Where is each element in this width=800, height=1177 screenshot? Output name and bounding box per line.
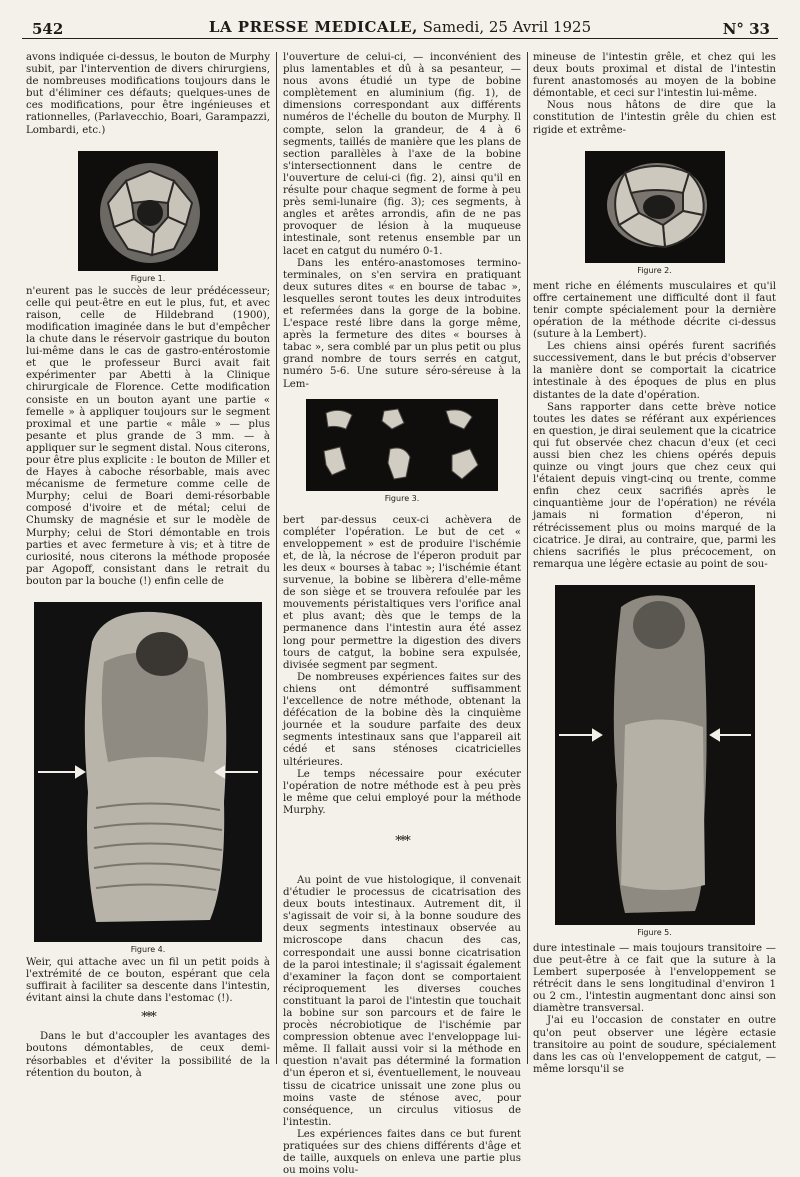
paragraph: dure intestinale — mais toujours transitoire — due peut-être à ce fait que la suture à la Lembert superposée à l'enveloppement se rétrécit dans le sens longitudinal d'environ 1 ou 2 cm., l'intestin augmentant donc ainsi son diamètre transversal. bbox=[533, 942, 776, 1015]
paragraph: ment riche en éléments musculaires et qu'il offre certainement une difficulté dont il faut tenir compte spécialement pour la dernière opération de la méthode décrite ci-dessus (suture à la Lembert). bbox=[533, 280, 776, 341]
page-number: 542 bbox=[32, 20, 64, 38]
figure-2-caption: Figure 2. bbox=[637, 265, 672, 275]
paragraph: Les chiens ainsi opérés furent sacrifiés successivement, dans le but précis d'observer la manière dont se comportait la cicatrice intestinale à des époques de plus en plus distantes de la date d'opération. bbox=[533, 341, 776, 401]
column-1 bbox=[26, 52, 270, 1079]
issue-date: Samedi, 25 Avril 1925 bbox=[422, 18, 592, 36]
figure-5-caption: Figure 5. bbox=[637, 927, 672, 937]
paragraph: Les expériences faites dans ce but furent pratiquées sur des chiens différents d'âge et de taille, auxquels on enleva une partie plus ou moins volu- bbox=[283, 1128, 521, 1177]
column-2 bbox=[283, 52, 521, 1177]
paragraph: mineuse de l'intestin grêle, et chez qui les deux bouts proximal et distal de l'intestin furent anastomosés au moyen de la bobine démontable, et ceci sur l'intestin lui-même. bbox=[533, 52, 776, 100]
journal-name: LA PRESSE MEDICALE, bbox=[208, 18, 418, 36]
issue-number: N° 33 bbox=[722, 20, 770, 38]
figure-1-caption: Figure 1. bbox=[130, 273, 166, 283]
paragraph: l'ouverture de celui-ci, — inconvénient des plus lamentables et dû à sa pesanteur, — nous avons étudié un type de bobine complètement en aluminium (fig. 1), de dimensions correspondant aux différents numéros de l'échelle du bouton de Murphy. Il compte, selon la grandeur, de 4 à 6 segments, taillés de manière que les plans de section parallèles à l'axe de la bobine s'intersectionnent dans le centre de l'ouverture de celui-ci (fig. 2), ainsi qu'il en résulte pour chaque segment de forme à peu près semi-lunaire (fig. 3); ces segments, à angles et arêtes arrondis, afin de ne pas provoquer de lésion à la muqueuse intestinale, sont retenus ensemble par un lacet en catgut du numéro 0-1. bbox=[283, 52, 521, 257]
paragraph: Dans les entéro-anastomoses termino-terminales, on s'en servira en pratiquant deux sutures dites « en bourse de tabac », lesquelles seront toutes les deux introduites et refermées dans la gorge de la bobine. L'espace resté libre dans la gorge même, après la fermeture des dites « bourses à tabac », sera comblé par un plus petit ou plus grand nombre de tours serrés en catgut, numéro 5-6. Une suture séro-séreuse à la Lem- bbox=[283, 257, 521, 390]
figure-4-photo bbox=[34, 602, 262, 942]
paragraph: n'eurent pas le succès de leur prédécesseur; celle qui peut-être en eut le plus, fut, et avec raison, celle de Hildebrand (1900), modification imaginée dans le but d'empêcher la chute dans le réservoir gastrique du bouton lui-même dans le cas de gastro-entérostomie et que le professeur Burci avait fait expérimenter par Abetti à la Clinique chirurgicale de Florence. Cette modification consiste en un bouton ayant une partie « femelle » à appliquer toujours sur le segment proximal et une partie « mâle » — plus pesante et plus grande de 3 mm. — à appliquer sur le segment distal. Nous citerons, pour être plus explicite : le bouton de Miller et de Hayes à caboche résorbable, mais avec mécanisme de fermeture comme celle de Murphy; celui de Boari demi-résorbable composé d'ivoire et de métal; celui de Chumsky de magnésie et sur le modèle de Murphy; celui de Stori démontable en trois parties et avec fermeture à vis; et à titre de curiosité, nous citerons la méthode proposée par Agopoff, consistant dans le retrait du bouton par la bouche (!) enfin celle de bbox=[26, 285, 270, 587]
paragraph: Le temps nécessaire pour exécuter l'opération de notre méthode est à peu près le même que celui employé pour la méthode Murphy. bbox=[283, 768, 521, 816]
paragraph: avons indiquée ci-dessus, le bouton de Murphy subit, par l'intervention de divers chirurgiens, de nombreuses modifications toujours dans le but d'éliminer ces défauts; quelques-unes de ces modifications, pour être ingénieuses et rationnelles, (Parlavecchio, Boari, Garampazzi, Lombardi, etc.) bbox=[26, 52, 270, 136]
paragraph: Dans le but d'accoupler les avantages des boutons démontables, de ceux demi-résorbables et d'éviter la possibilité de la rétention du bouton, à bbox=[26, 1031, 270, 1079]
column-rule bbox=[527, 52, 528, 1064]
section-separator: *** bbox=[141, 1010, 155, 1026]
paragraph: Weir, qui attache avec un fil un petit poids à l'extrémité de ce bouton, espérant que cela suffirait à faciliter sa descente dans l'intestin, évitant ainsi la chute dans l'estomac (!). bbox=[26, 957, 270, 1005]
paragraph: J'ai eu l'occasion de constater en outre qu'on peut observer une légère ectasie transitoire au point de soudure, spécialement dans les cas où l'enveloppement de catgut, — même lorsqu'il se bbox=[533, 1015, 776, 1075]
paragraph: Sans rapporter dans cette brève notice toutes les dates se référant aux expériences en question, je dirai seulement que la cicatrice qui fut observée chez chacun d'eux (et ceci aussi bien chez les chiens opérés depuis quinze ou vingt jours que chez ceux qui l'étaient depuis vingt-cinq ou trente, comme enfin chez ceux sacrifiés après le cinquantième jour de l'opération) ne révéla jamais ni formation d'éperon, ni rétrécissement plus ou moins marqué de la cicatrice. Je dirai, au contraire, que, parmi les chiens sacrifiés le plus précocement, on remarqua une légère ectasie au point de sou- bbox=[533, 401, 776, 570]
column-rule bbox=[276, 52, 277, 1064]
figure-5-photo bbox=[555, 585, 755, 925]
journal-title-line bbox=[22, 18, 778, 36]
figure-1-photo bbox=[78, 151, 218, 271]
figure-3-caption: Figure 3. bbox=[384, 493, 420, 503]
figure-2-photo bbox=[585, 151, 725, 263]
figure-3-photo bbox=[306, 399, 498, 491]
page-header bbox=[22, 12, 778, 39]
paragraph: Au point de vue histologique, il convenait d'étudier le processus de cicatrisation des deux bouts intestinaux. Autrement dit, il s'agissait de voir si, à la bonne soudure des deux segments intestinaux observée au microscope dans chacun des cas, correspondait une aussi bonne cicatrisation de la paroi intestinale; il s'agissait également d'examiner la façon dont se comportaient réciproquement les diverses couches constituant la paroi de l'intestin que touchait la bobine sur son parcours et de faire le procès nécrobiotique de l'ischémie par compression obtenue avec l'enveloppage lui-même. Il fallait aussi voir si la méthode en question n'avait pas déterminé la formation d'un éperon et si, éventuellement, le nouveau tissu de cicatrice unissait une zone plus ou moins vaste de sténose avec, pour conséquence, un circulus vitiosus de l'intestin. bbox=[283, 874, 521, 1128]
paragraph: De nombreuses expériences faites sur des chiens ont démontré suffisamment l'excellence de notre méthode, obtenant la défécation de la bobine dès la cinquième journée et la soudure parfaite des deux segments intestinaux sans que l'appareil ait cédé et sans sténoses cicatricielles ultérieures. bbox=[283, 671, 521, 768]
figure-4-caption: Figure 4. bbox=[130, 945, 166, 954]
paragraph: bert par-dessus ceux-ci achèvera de compléter l'opération. Le but de cet « enveloppement » est de produire l'ischémie et, de là, la nécrose de l'éperon produit par les deux « bourses à tabac »; l'ischémie étant survenue, la bobine se libèrera d'elle-même de son siège et se trouvera refoulée par les mouvements péristaltiques vers l'orifice anal et plus avant; dès que le temps de la permanence dans l'intestin aura été assez long pour permettre la digestion des divers tours de catgut, la bobine sera expulsée, divisée segment par segment. bbox=[283, 514, 521, 671]
column-3 bbox=[533, 52, 776, 1075]
section-separator: *** bbox=[395, 833, 409, 849]
paragraph: Nous nous hâtons de dire que la constitution de l'intestin grêle du chien est rigide et extrême- bbox=[533, 100, 776, 136]
